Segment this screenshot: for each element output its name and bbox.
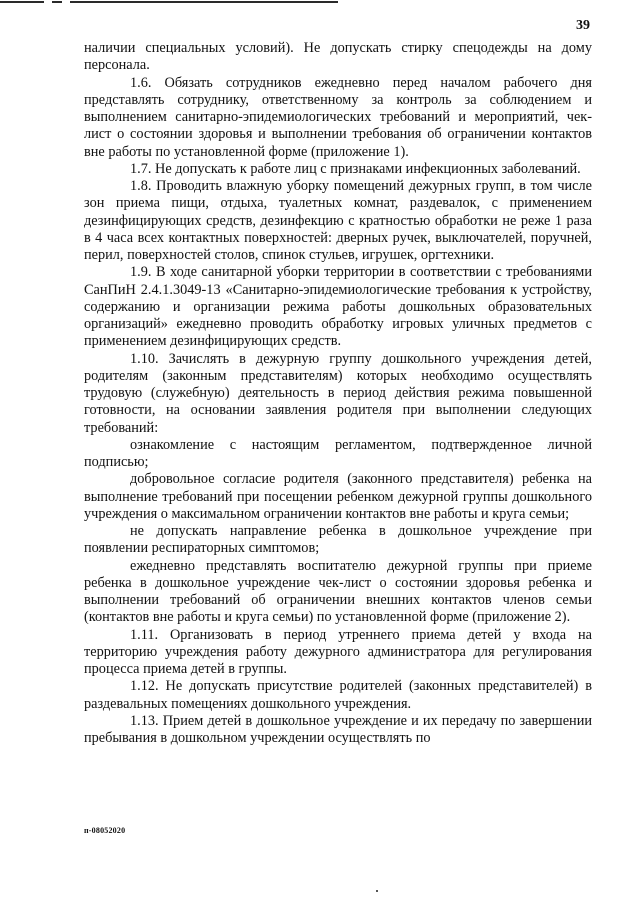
paragraph-1-8: 1.8. Проводить влажную уборку помещений дежурных групп, в том числе зон приема пищи, отдыха, туалетных комнат, раздевалок, с применением дезинфицирующих средств, дезинфекцию с кратностью обработки не реже 1 раза в 4 часа всех контактных поверхностей: дверных ручек, выключателей, поручней, перил, поверхностей столов, спинок стульев, игрушек, оргтехники. [84,178,592,263]
requirement-item: добровольное согласие родителя (законного представителя) ребенка на выполнение требований при посещении ребенком дежурной группы дошкольного учреждения о максимальном ограничении контактов вне работы и круга семьи; [84,471,592,522]
body-text [84,40,592,747]
paragraph-1-10: 1.10. Зачислять в дежурную группу дошкольного учреждения детей, родителям (законным представителям) которых необходимо осуществлять трудовую (служебную) деятельность в период действия режима повышенной готовности, на основании заявления родителя при выполнении следующих требований: [84,350,592,436]
paragraph-continuation: наличии специальных условий). Не допускать стирку спецодежды на дому персонала. [84,40,592,74]
paragraph-1-12: 1.12. Не допускать присутствие родителей (законных представителей) в раздевальных помещениях дошкольного учреждения. [84,678,592,712]
paragraph-1-6: 1.6. Обязать сотрудников ежедневно перед началом рабочего дня представлять сотруднику, ответственному за контроль за соблюдением и выполнением санитарно-эпидемиологических требований и мероприятий, чек-лист о состоянии здоровья и выполнении требования об ограничении контактов вне работы по установленной форме (приложение 1). [84,74,592,160]
scan-speck [376,890,378,892]
scan-edge-artifact [0,0,340,6]
paragraph-1-11: 1.11. Организовать в период утреннего приема детей у входа на территорию учреждения работу дежурного администратора для регулирования процесса приема детей в группы. [84,626,592,677]
paragraph-1-13: 1.13. Прием детей в дошкольное учреждение и их передачу по завершении пребывания в дошкольном учреждении осуществлять по [84,712,592,746]
page-number: 39 [576,18,590,33]
requirement-item: ознакомление с настоящим регламентом, подтвержденное личной подписью; [84,436,592,470]
document-code: п-08052020 [84,826,126,835]
requirement-item: ежедневно представлять воспитателю дежурной группы при приеме ребенка в дошкольное учреждение чек-лист о состоянии здоровья ребенка и выполнении требований об ограничении внешних контактов членов семьи (контактов вне работы и круга семьи) по установленной форме (приложение 2). [84,557,592,626]
paragraph-1-7: 1.7. Не допускать к работе лиц с признаками инфекционных заболеваний. [130,160,581,177]
requirement-item: не допускать направление ребенка в дошкольное учреждение при появлении респираторных симптомов; [84,523,592,557]
paragraph-1-9: 1.9. В ходе санитарной уборки территории в соответствии с требованиями СанПиН 2.4.1.3049-13 «Санитарно-эпидемиологические требования к устройству, содержанию и организации режима работы дошкольных образовательных организаций» ежедневно проводить обработку игровых уличных предметов с применением дезинфицирующих средств. [84,264,592,350]
